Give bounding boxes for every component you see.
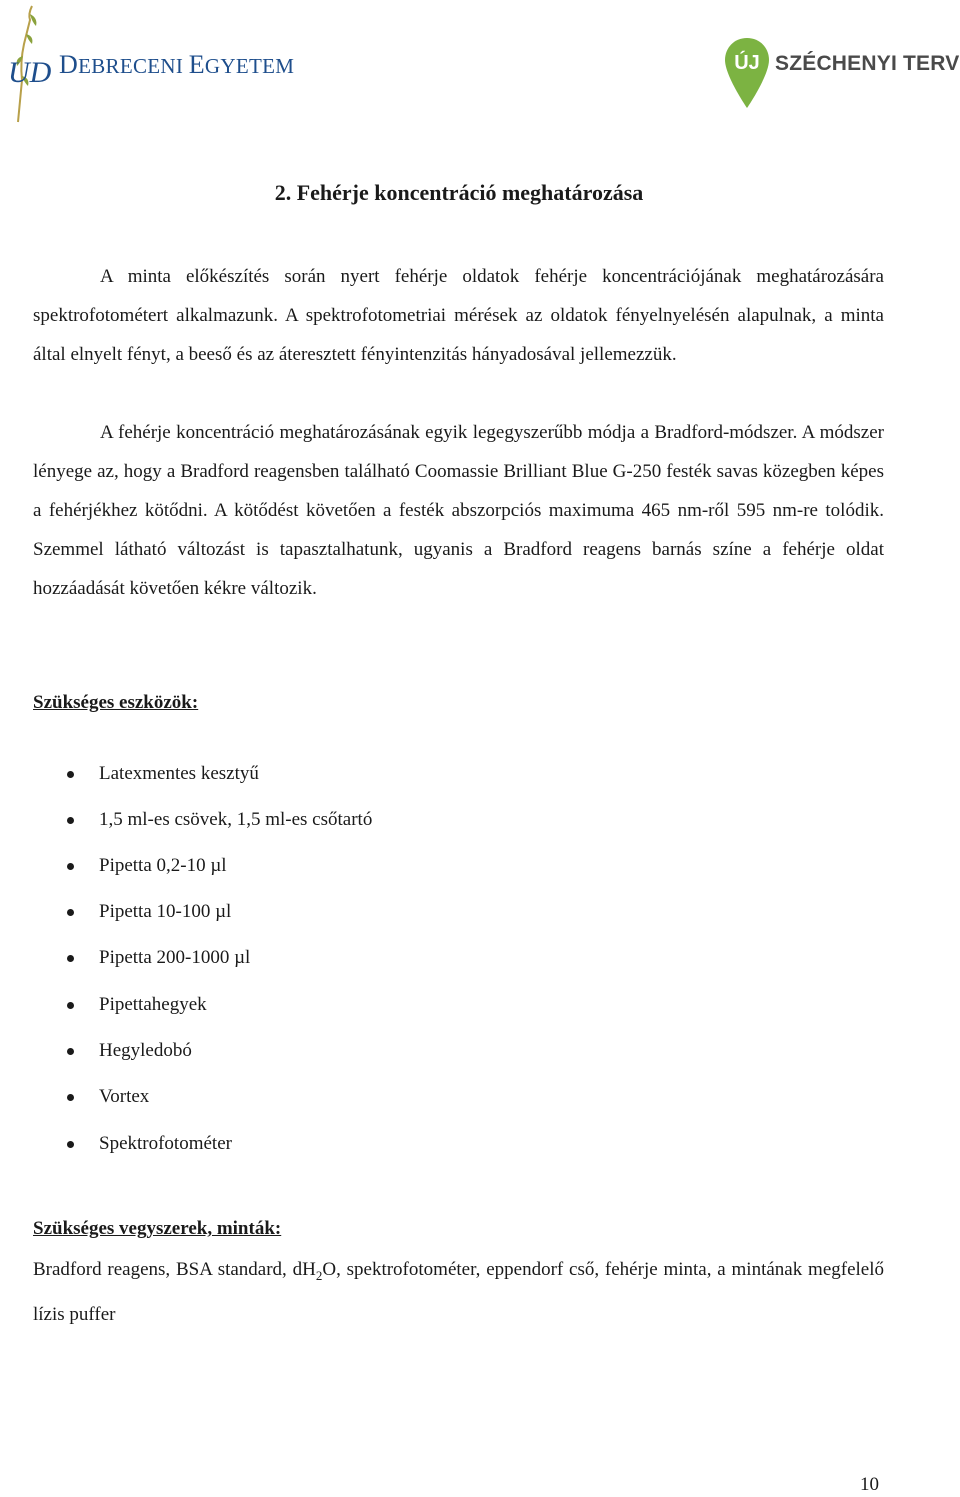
svg-text:UD: UD — [8, 56, 52, 89]
bullet-icon — [67, 1002, 74, 1009]
intro-paragraph: A minta előkészítés során nyert fehérje oldatok fehérje koncentrációjának meghatározására spektrofotométert alkalmazunk. A spektrofotometriai mérések az oldatok fényelnyelésén alapulnak, a minta által elnyelt fényt, a beeső és az áteresztett fényintenzitás hányadosával jellemezzük. — [33, 266, 884, 365]
bullet-icon — [67, 817, 74, 824]
bullet-icon — [67, 863, 74, 870]
reagents-paragraph: Bradford reagens, BSA standard, $dH_2O$, spektrofotométer, eppendorf cső, fehérje minta, a mintának megfelelő lízis puffer — [33, 1259, 885, 1325]
bradford-paragraph: A fehérje koncentráció meghatározásának egyik legegyszerűbb módja a Bradford-módszer. A módszer lényege az, hogy a Bradford reagensben található Coomassie Brilliant Blue G-250 festék savas közegben képes a fehérjékhez kötődni. A kötődést követően a festék abszorpciós maximuma 465 nm-ről 595 nm-re tolódik. Szemmel látható változást is tapasztalhatunk, ugyanis a Bradford reagens barnás színe a fehérje oldat hozzáadását követően kékre változik. — [33, 422, 884, 599]
university-logo-icon — [2, 4, 52, 128]
page-title: 2. Fehérje koncentráció meghatározása — [274, 180, 644, 205]
page-number: 10 — [860, 1474, 879, 1495]
bullet-icon — [67, 1094, 74, 1101]
university-name: DEBRECENI EGYETEM — [59, 50, 295, 79]
bullet-icon — [67, 955, 74, 962]
page-header — [0, 0, 960, 130]
bullet-icon — [67, 909, 74, 916]
bullet-icon — [67, 1048, 74, 1055]
svg-text:ÚJ: ÚJ — [734, 52, 760, 74]
reagents-heading: Szükséges vegyszerek, minták: — [33, 1218, 282, 1239]
bullet-icon — [67, 1141, 74, 1148]
plan-name: SZÉCHENYI TERV — [775, 52, 960, 75]
bullet-icon — [67, 771, 74, 778]
tools-heading: Szükséges eszközök: — [33, 692, 199, 713]
